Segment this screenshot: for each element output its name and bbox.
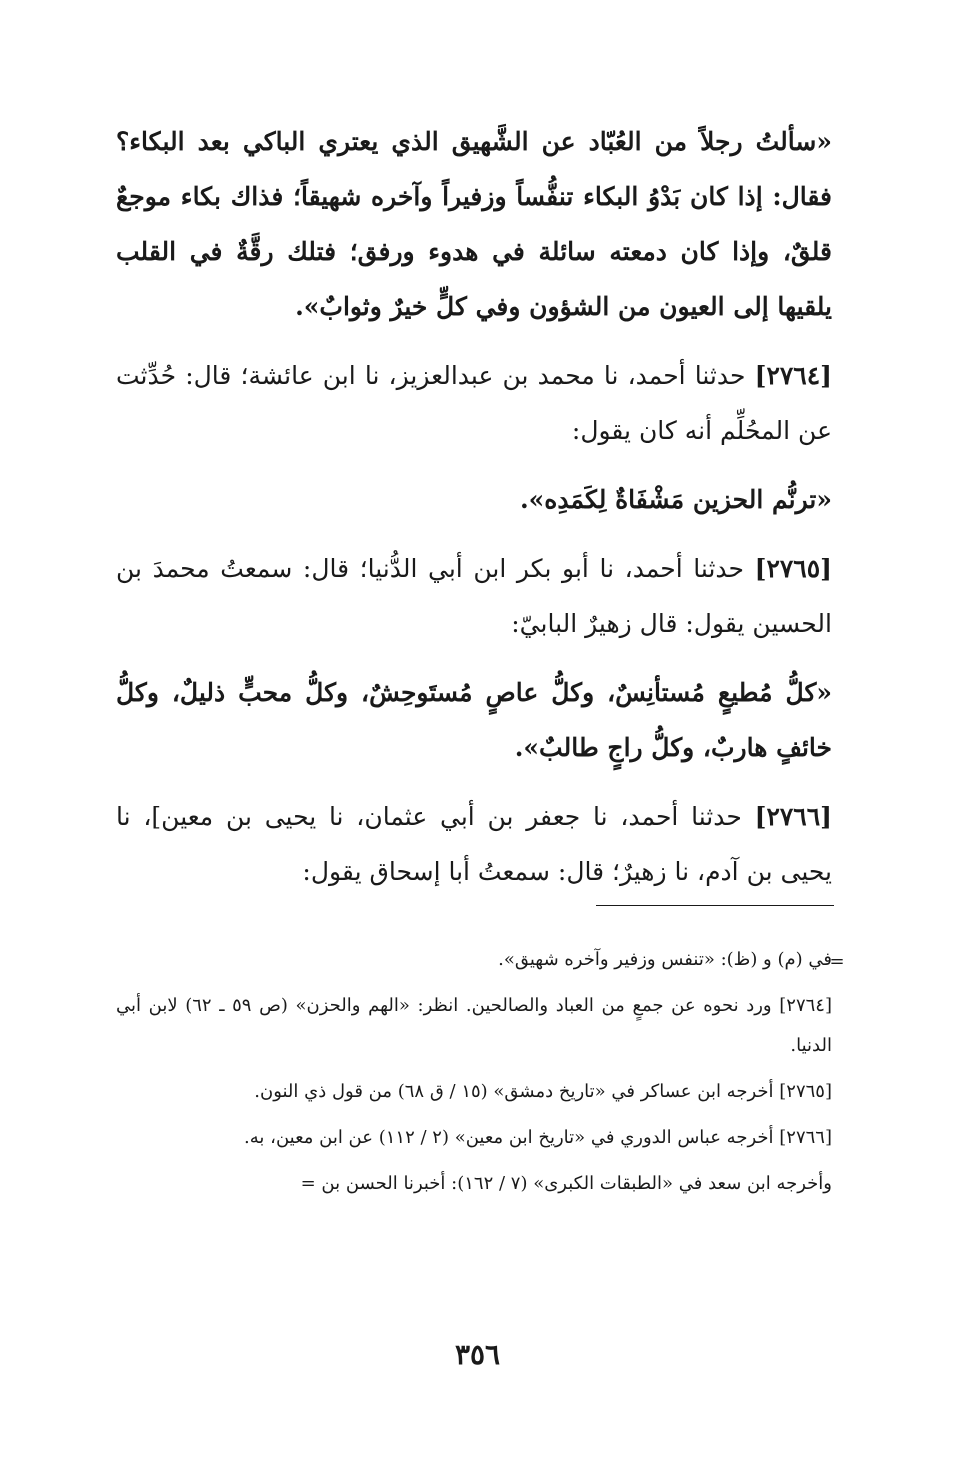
footnote-2766 — [116, 1118, 832, 1158]
footnote-text: أخرجه عباس الدوري في «تاريخ ابن معين» (٢ / ١١٢) عن ابن معين، به. — [244, 1127, 774, 1148]
narration-text: حدثنا أحمد، نا أبو بكر ابن أبي الدُّنيا؛ قال: سمعتُ محمدَ بن الحسين يقول: قال زهيرٌ البابيّ: — [116, 554, 832, 638]
footnote-2764 — [116, 986, 832, 1066]
narration-2766 — [116, 789, 832, 899]
page-number: ٣٥٦ — [454, 1338, 501, 1371]
hadith-number: [٢٧٦٦] — [754, 802, 832, 831]
footnote-number: [٢٧٦٤] — [779, 995, 832, 1016]
footnote-text: أخرجه ابن عساكر في «تاريخ دمشق» (١٥ / ق ٦٨) من قول ذي النون. — [254, 1081, 774, 1102]
quote-paragraph: «كلُّ مُطيعٍ مُستأنِسٌ، وكلُّ عاصٍ مُستَوحِشٌ، وكلُّ محبٍّ ذليلٌ، وكلُّ خائفٍ هاربٌ، وكلُّ راجٍ طالبٌ». — [116, 678, 832, 762]
hadith-number: [٢٧٦٤] — [754, 361, 832, 390]
hadith-number: [٢٧٦٥] — [754, 554, 832, 583]
narration-2765 — [116, 541, 832, 651]
narration-text: حدثنا أحمد، نا جعفر بن أبي عثمان، نا يحيى بن معين]، نا يحيى بن آدم، نا زهيرٌ؛ قال: سمعتُ أبا إسحاق يقول: — [116, 802, 832, 886]
narration-2764 — [116, 348, 832, 458]
footnotes — [116, 940, 832, 1210]
footnote-continuation: وأخرجه ابن سعد في «الطبقات الكبرى» (٧ / ١٦٢): أخبرنا الحسن بن = — [300, 1173, 832, 1194]
footnote-separator — [596, 905, 834, 906]
main-text — [116, 114, 832, 913]
quote-paragraph: «سألتُ رجلاً من العُبّاد عن الشَّهيق الذي يعتري الباكي بعد البكاء؟ فقال: إذا كان بَدْوُ البكاء تنفُّساً وزفيراً وآخره شهيقاً؛ فذاك بكاء موجعٌ قلقٌ، وإذا كان دمعته سائلة في هدوء ورفق؛ فتلك رقَّةٌ في القلب يلقيها إلى العيون من الشؤون وفي كلٍّ خيرٌ وثوابٌ». — [116, 127, 832, 321]
footnote-continued: في (م) و (ظ): «تنفس وزفير وآخره شهيق». — [498, 949, 832, 970]
narration-text: حدثنا أحمد، نا محمد بن عبدالعزيز، نا ابن عائشة؛ قال: حُدِّثت عن المحُلِّم أنه كان يقول: — [116, 361, 832, 445]
quote-paragraph: «ترنُّم الحزين مَشْفَاةٌ لِكَمَدِه». — [519, 485, 832, 514]
footnote-2765 — [116, 1072, 832, 1112]
footnote-text: ورد نحوه عن جمعٍ من العباد والصالحين. انظر: «الهم والحزن» (ص ٥٩ ـ ٦٢) لابن أبي الدنيا. — [116, 995, 832, 1056]
continuation-mark: = — [829, 951, 845, 972]
footnote-number: [٢٧٦٥] — [779, 1081, 832, 1102]
footnote-number: [٢٧٦٦] — [779, 1127, 832, 1148]
